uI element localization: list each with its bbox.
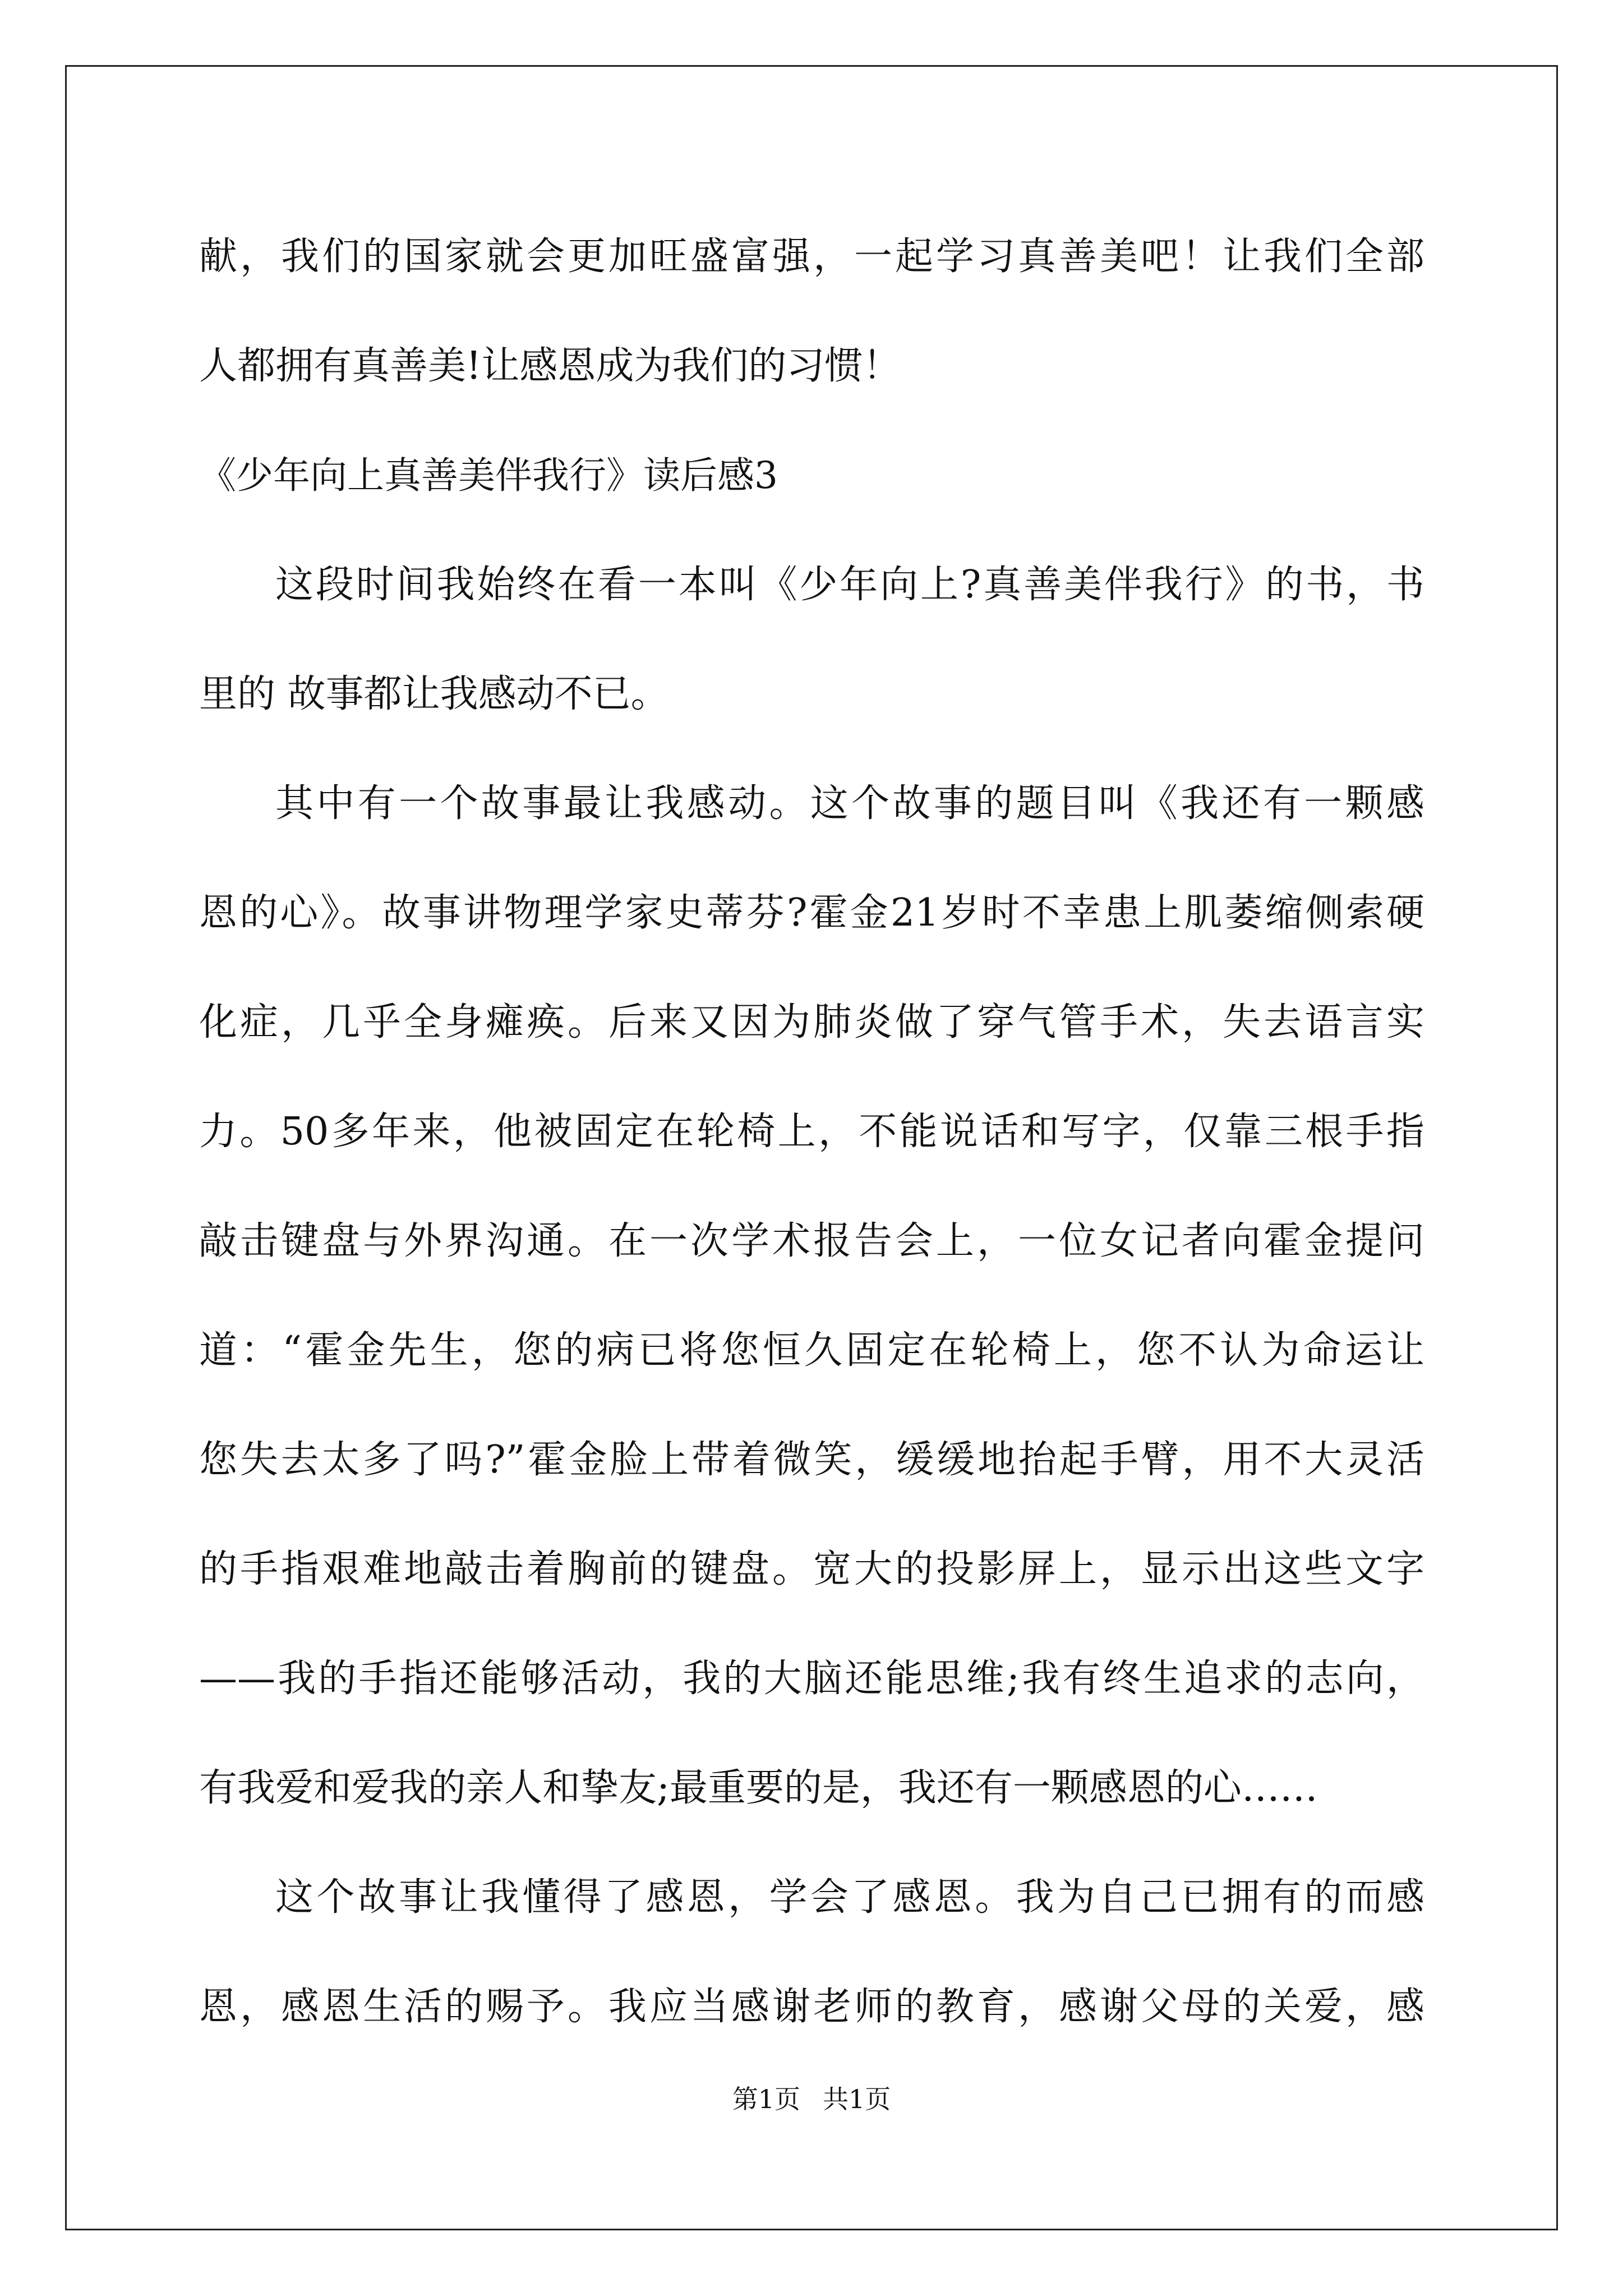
body-line: 人都拥有真善美!让感恩成为我们的习惯！ [199, 344, 901, 388]
paragraph-first-line: 这个故事让我懂得了感恩，学会了感恩。我为自己已拥有的而感 [275, 1875, 1424, 1920]
paragraph-first-line: 这段时间我始终在看一本叫《少年向上?真善美伴我行》的书，书 [275, 563, 1424, 607]
body-line: 恩的心》。故事讲物理学家史蒂芬?霍金21岁时不幸患上肌萎缩侧索硬 [199, 891, 1424, 935]
document-body [199, 202, 1424, 2062]
page-total: 共1页 [823, 2084, 891, 2114]
section-heading: 《少年向上真善美伴我行》读后感3 [199, 454, 778, 497]
paragraph-first-line: 其中有一个故事最让我感动。这个故事的题目叫《我还有一颗感 [275, 781, 1424, 826]
body-line: 有我爱和爱我的亲人和挚友;最重要的是，我还有一颗感恩的心…… [199, 1766, 1318, 1810]
body-line: 恩，感恩生活的赐予。我应当感谢老师的教育，感谢父母的关爱，感 [199, 1985, 1424, 2029]
body-line: 道：“霍金先生，您的病已将您恒久固定在轮椅上，您不认为命运让 [199, 1328, 1424, 1373]
body-line: 您失去太多了吗?”霍金脸上带着微笑，缓缓地抬起手臂，用不大灵活 [199, 1438, 1424, 1482]
body-line: 力。50多年来，他被固定在轮椅上，不能说话和写字，仅靠三根手指 [199, 1110, 1424, 1154]
body-line: 化症，几乎全身瘫痪。后来又因为肺炎做了穿气管手术，失去语言实 [199, 1000, 1424, 1045]
page-number: 第1页 [732, 2084, 800, 2114]
page-footer [0, 2082, 1623, 2116]
body-line: 的手指艰难地敲击着胸前的键盘。宽大的投影屏上，显示出这些文字 [199, 1547, 1424, 1591]
body-line: 里的 故事都让我感动不已。 [199, 672, 669, 716]
body-line: ——我的手指还能够活动，我的大脑还能思维;我有终生追求的志向， [199, 1657, 1424, 1701]
body-line: 敲击键盘与外界沟通。在一次学术报告会上，一位女记者向霍金提问 [199, 1219, 1424, 1263]
body-line: 献，我们的国家就会更加旺盛富强，一起学习真善美吧！让我们全部 [199, 234, 1424, 279]
